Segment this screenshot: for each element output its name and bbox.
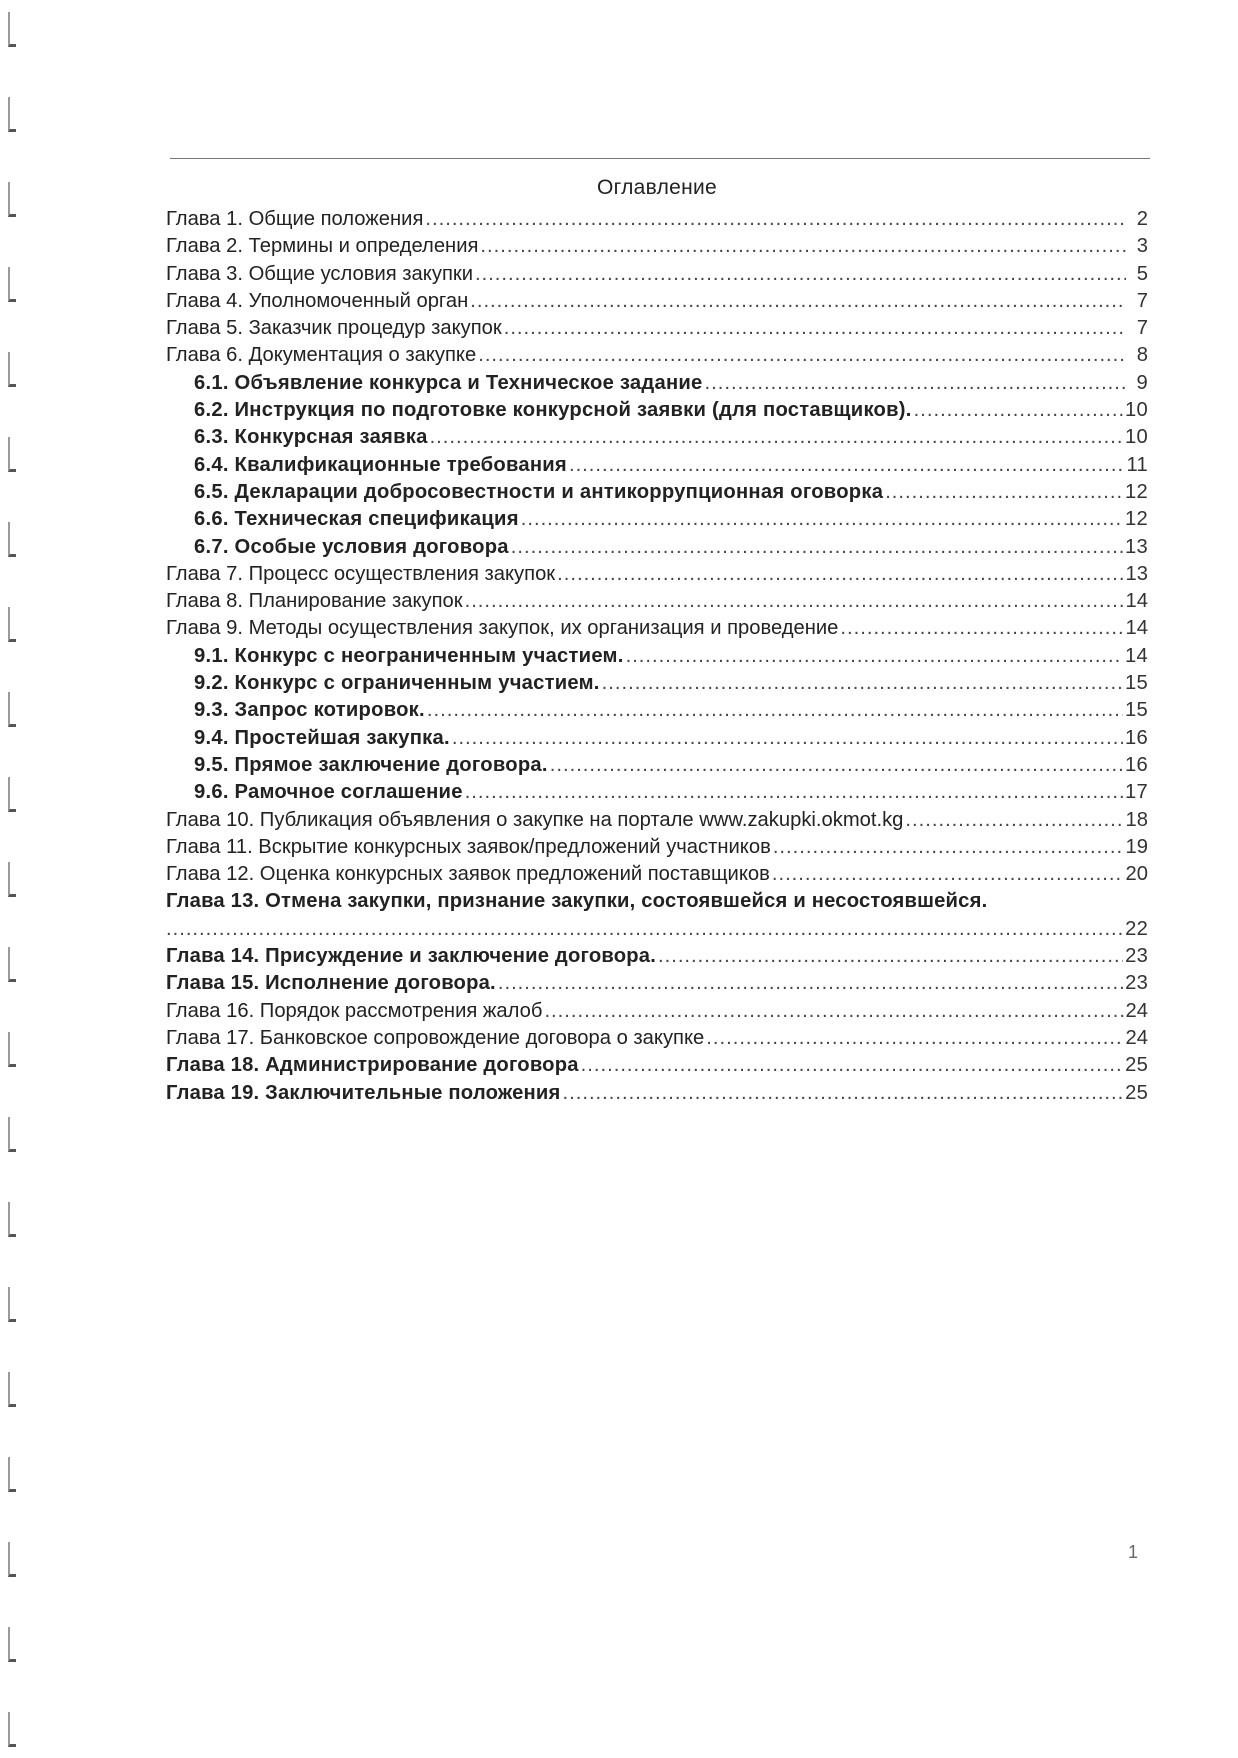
toc-dot-leader	[569, 452, 1125, 479]
toc-entry-page: 23	[1125, 972, 1148, 995]
toc-entry-label: Глава 15. Исполнение договора.	[166, 972, 496, 995]
toc-entry-page: 7	[1136, 289, 1148, 312]
toc-entry	[166, 861, 1148, 888]
toc-entry-page: 13	[1125, 535, 1148, 558]
toc-entry-page: 10	[1125, 426, 1148, 449]
toc-entry	[166, 1080, 1148, 1107]
toc-entry	[166, 670, 1148, 697]
toc-entry-label: 6.5. Декларации добросовестности и антикоррупционная оговорка	[194, 480, 884, 503]
toc-entry	[166, 397, 1148, 424]
toc-entry-label: Глава 9. Методы осуществления закупок, их организация и проведение	[166, 617, 839, 640]
binding-hole-mark	[8, 862, 16, 897]
toc-dot-leader	[475, 261, 1126, 288]
toc-dot-leader	[581, 1052, 1123, 1079]
binding-hole-mark	[8, 607, 16, 642]
toc-entry-page: 5	[1136, 262, 1148, 285]
toc-entry-page: 14	[1125, 590, 1148, 613]
toc-entry-label: Глава 18. Администрирование договора	[166, 1054, 579, 1077]
toc-entry	[166, 1052, 1148, 1079]
toc-dot-leader	[427, 697, 1123, 724]
toc-entry-label: Глава 10. Публикация объявления о закупке на портале www.zakupki.okmot.kg	[166, 808, 904, 831]
toc-dot-leader	[521, 506, 1123, 533]
toc-entry	[166, 370, 1148, 397]
binding-hole-mark	[8, 352, 16, 387]
toc-entry	[166, 943, 1148, 970]
toc-entry-page: 7	[1136, 317, 1148, 340]
binding-hole-mark	[8, 1712, 16, 1747]
toc-entry	[166, 697, 1148, 724]
toc-entry-label: Глава 6. Документация о закупке	[166, 344, 477, 367]
toc-dot-leader	[544, 998, 1123, 1025]
toc-entry-page: 15	[1125, 699, 1148, 722]
toc-entry-label: 9.3. Запрос котировок.	[194, 699, 425, 722]
toc-entry-label: 6.6. Техническая спецификация	[194, 508, 519, 531]
binding-hole-mark	[8, 1542, 16, 1577]
toc-entry	[166, 261, 1148, 288]
toc-entry-label: 6.7. Особые условия договора	[194, 535, 509, 558]
toc-entry	[166, 506, 1148, 533]
toc-entry-label: 9.2. Конкурс с ограниченным участием.	[194, 672, 600, 695]
toc-dot-leader	[166, 916, 1123, 943]
toc-entry	[166, 315, 1148, 342]
toc-entry-page: 14	[1125, 617, 1148, 640]
toc-dot-leader	[465, 588, 1124, 615]
toc-entry	[166, 752, 1148, 779]
toc-dot-leader	[772, 861, 1124, 888]
toc-list	[166, 206, 1148, 1107]
toc-dot-leader	[425, 206, 1126, 233]
toc-entry-label: 9.1. Конкурс с неограниченным участием.	[194, 644, 624, 667]
toc-entry-label: Глава 11. Вскрытие конкурсных заявок/предложений участников	[166, 835, 771, 858]
toc-entry-label: Глава 3. Общие условия закупки	[166, 262, 473, 285]
toc-dot-leader	[465, 779, 1123, 806]
toc-entry-label: 6.2. Инструкция по подготовке конкурсной заявки (для поставщиков).	[194, 399, 912, 422]
toc-entry	[166, 970, 1148, 997]
page-number: 1	[1128, 1542, 1139, 1562]
toc-entry-page: 12	[1125, 508, 1148, 531]
toc-dot-leader	[550, 752, 1123, 779]
toc-entry-label: 9.4. Простейшая закупка.	[194, 726, 450, 749]
toc-entry-page: 11	[1126, 453, 1148, 476]
toc-dot-leader	[602, 670, 1123, 697]
toc-entry-label: Глава 4. Уполномоченный орган	[166, 289, 469, 312]
binding-hole-mark	[8, 1032, 16, 1067]
toc-entry-page: 16	[1125, 753, 1148, 776]
toc-entry-label: Глава 19. Заключительные положения	[166, 1081, 561, 1104]
toc-entry	[166, 561, 1148, 588]
binding-hole-mark	[8, 1457, 16, 1492]
binding-hole-mark	[8, 182, 16, 217]
toc-dot-leader	[773, 834, 1124, 861]
toc-dot-leader	[914, 397, 1123, 424]
toc-entry	[166, 534, 1148, 561]
toc-dot-leader	[905, 807, 1123, 834]
toc-dot-leader	[430, 424, 1123, 451]
toc-dot-leader	[626, 643, 1123, 670]
binding-hole-mark	[8, 947, 16, 982]
toc-entry-label: Глава 16. Порядок рассмотрения жалоб	[166, 999, 543, 1022]
toc-entry-page: 2	[1136, 208, 1148, 230]
toc-entry-label: Глава 8. Планирование закупок	[166, 590, 463, 613]
toc-dot-leader	[480, 233, 1126, 260]
binding-hole-mark	[8, 1372, 16, 1407]
toc-entry-label: Глава 5. Заказчик процедур закупок	[166, 317, 502, 340]
toc-entry	[166, 479, 1148, 506]
toc-entry	[166, 725, 1148, 752]
toc-entry-page: 10	[1125, 399, 1148, 422]
binding-hole-mark	[8, 1202, 16, 1237]
toc-entry-page: 3	[1136, 235, 1148, 258]
toc-entry-page: 24	[1125, 999, 1148, 1022]
toc-entry-label: 9.5. Прямое заключение договора.	[194, 753, 548, 776]
toc-entry-page: 13	[1125, 562, 1148, 585]
toc-entry	[166, 424, 1148, 451]
toc-entry-label: 6.4. Квалификационные требования	[194, 453, 567, 476]
toc-entry-page: 18	[1125, 808, 1148, 831]
toc-entry-label: Глава 13. Отмена закупки, признание закупки, состоявшейся и несостоявшейся.	[166, 890, 988, 913]
toc-entry	[166, 233, 1148, 260]
toc-entry-label: Глава 14. Присуждение и заключение договора.	[166, 945, 656, 968]
toc-entry-page: 12	[1125, 480, 1148, 503]
binding-hole-mark	[8, 12, 16, 47]
toc-dot-leader	[511, 534, 1123, 561]
toc-entry-page: 8	[1136, 344, 1148, 367]
toc-entry-page: 9	[1136, 371, 1148, 394]
toc-dot-leader	[470, 288, 1126, 315]
toc-dot-leader	[840, 615, 1123, 642]
toc-entry-label: 9.6. Рамочное соглашение	[194, 781, 463, 804]
binding-hole-mark	[8, 1627, 16, 1662]
toc-title: Оглавление	[596, 176, 718, 199]
toc-entry-label: Глава 7. Процесс осуществления закупок	[166, 562, 556, 585]
toc-entry	[166, 206, 1148, 233]
toc-dot-leader	[563, 1080, 1124, 1107]
toc-entry-page: 23	[1125, 945, 1148, 968]
toc-entry	[166, 615, 1148, 642]
toc-entry	[166, 1025, 1148, 1052]
binding-hole-mark	[8, 522, 16, 557]
toc-dot-leader	[658, 943, 1123, 970]
toc-dot-leader	[452, 725, 1123, 752]
toc-entry-page: 19	[1125, 835, 1148, 858]
table-of-contents	[166, 176, 1148, 1107]
toc-entry	[166, 288, 1148, 315]
toc-dot-leader	[498, 970, 1123, 997]
binding-hole-mark	[8, 437, 16, 472]
toc-dot-leader	[706, 1025, 1123, 1052]
toc-entry-page: 15	[1125, 672, 1148, 695]
toc-entry	[166, 779, 1148, 806]
binding-hole-mark	[8, 97, 16, 132]
toc-entry-page: 17	[1125, 781, 1148, 804]
toc-entry	[166, 452, 1148, 479]
toc-entry	[166, 342, 1148, 369]
toc-entry-page: 20	[1125, 863, 1148, 886]
toc-dot-leader	[478, 342, 1126, 369]
toc-dot-leader	[504, 315, 1126, 342]
toc-entry	[166, 888, 1148, 943]
binding-hole-mark	[8, 692, 16, 727]
toc-entry-label: 6.3. Конкурсная заявка	[194, 426, 428, 449]
binding-hole-mark	[8, 777, 16, 812]
toc-entry-label: Глава 2. Термины и определения	[166, 235, 479, 258]
header-rule	[170, 158, 1150, 159]
toc-dot-leader	[705, 370, 1126, 397]
toc-entry-label: Глава 17. Банковское сопровождение договора о закупке	[166, 1026, 705, 1049]
toc-entry-page: 22	[1125, 917, 1148, 940]
toc-entry-page: 25	[1125, 1054, 1148, 1077]
binding-hole-mark	[8, 1117, 16, 1152]
toc-entry	[166, 643, 1148, 670]
toc-entry	[166, 588, 1148, 615]
toc-entry-page: 25	[1125, 1081, 1148, 1104]
toc-entry	[166, 998, 1148, 1025]
toc-entry-page: 24	[1125, 1026, 1148, 1049]
toc-entry-label: Глава 12. Оценка конкурсных заявок предложений поставщиков	[166, 863, 770, 886]
binding-hole-mark	[8, 1287, 16, 1322]
binding-hole-mark	[8, 267, 16, 302]
binding-holes	[0, 0, 40, 1758]
toc-dot-leader	[885, 479, 1123, 506]
toc-dot-leader	[557, 561, 1123, 588]
toc-entry	[166, 807, 1148, 834]
toc-entry-page: 16	[1125, 726, 1148, 749]
toc-entry-page: 14	[1125, 644, 1148, 667]
toc-entry-label: Глава 1. Общие положения	[166, 208, 424, 230]
toc-entry	[166, 834, 1148, 861]
toc-entry-label: 6.1. Объявление конкурса и Техническое задание	[194, 371, 703, 394]
